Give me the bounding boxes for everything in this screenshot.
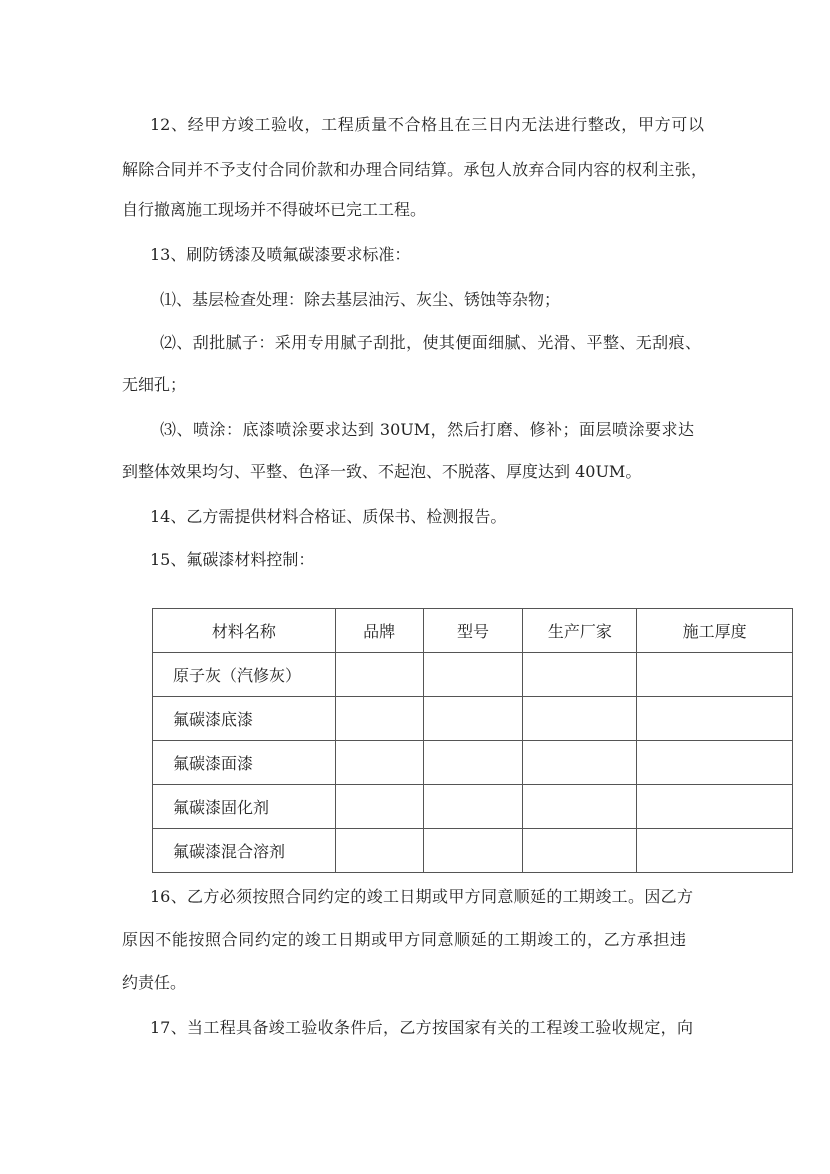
model-cell bbox=[423, 829, 523, 873]
manufacturer-cell bbox=[523, 741, 637, 785]
table-header-row bbox=[153, 609, 793, 653]
clause-16-line-3: 约责任。 bbox=[122, 973, 187, 992]
material-name-cell: 氟碳漆固化剂 bbox=[153, 785, 336, 829]
table-row bbox=[153, 653, 793, 697]
clause-13-item-2-line-2: 无细孔； bbox=[122, 375, 187, 394]
clause-14: 14、乙方需提供材料合格证、质保书、检测报告。 bbox=[150, 507, 507, 526]
clause-16-line-1: 16、乙方必须按照合同约定的竣工日期或甲方同意顺延的工期竣工。因乙方 bbox=[150, 887, 693, 906]
clause-13-heading: 13、刷防锈漆及喷氟碳漆要求标准： bbox=[150, 245, 411, 264]
model-cell bbox=[423, 653, 523, 697]
clause-13-item-3-line-1: ⑶、喷涂：底漆喷涂要求达到 30UM，然后打磨、修补；面层喷涂要求达 bbox=[160, 420, 694, 439]
header-thickness: 施工厚度 bbox=[637, 609, 793, 653]
brand-cell bbox=[335, 741, 423, 785]
material-control-table bbox=[152, 608, 793, 873]
clause-17-line-1: 17、当工程具备竣工验收条件后，乙方按国家有关的工程竣工验收规定，向 bbox=[150, 1018, 693, 1037]
brand-cell bbox=[335, 829, 423, 873]
header-manufacturer: 生产厂家 bbox=[523, 609, 637, 653]
manufacturer-cell bbox=[523, 829, 637, 873]
brand-cell bbox=[335, 697, 423, 741]
table-row bbox=[153, 741, 793, 785]
thickness-cell bbox=[637, 785, 793, 829]
material-name-cell: 氟碳漆面漆 bbox=[153, 741, 336, 785]
table-row bbox=[153, 697, 793, 741]
thickness-cell bbox=[637, 653, 793, 697]
clause-13-item-3-line-2: 到整体效果均匀、平整、色泽一致、不起泡、不脱落、厚度达到 40UM。 bbox=[122, 462, 642, 481]
brand-cell bbox=[335, 785, 423, 829]
clause-12-line-1: 12、经甲方竣工验收，工程质量不合格且在三日内无法进行整改，甲方可以 bbox=[150, 115, 704, 134]
manufacturer-cell bbox=[523, 785, 637, 829]
material-name-cell: 氟碳漆底漆 bbox=[153, 697, 336, 741]
header-brand: 品牌 bbox=[335, 609, 423, 653]
table-row bbox=[153, 829, 793, 873]
clause-15: 15、氟碳漆材料控制： bbox=[150, 550, 315, 569]
model-cell bbox=[423, 741, 523, 785]
clause-13-item-1: ⑴、基层检查处理：除去基层油污、灰尘、锈蚀等杂物； bbox=[160, 290, 561, 309]
clause-12-line-2: 解除合同并不予支付合同价款和办理合同结算。承包人放弃合同内容的权利主张， bbox=[122, 160, 707, 179]
brand-cell bbox=[335, 653, 423, 697]
clause-12-line-3: 自行撤离施工现场并不得破坏已完工工程。 bbox=[122, 200, 427, 219]
clause-13-item-2-line-1: ⑵、刮批腻子：采用专用腻子刮批，使其便面细腻、光滑、平整、无刮痕、 bbox=[160, 333, 701, 352]
thickness-cell bbox=[637, 741, 793, 785]
material-name-cell: 氟碳漆混合溶剂 bbox=[153, 829, 336, 873]
header-material-name: 材料名称 bbox=[153, 609, 336, 653]
header-model: 型号 bbox=[423, 609, 523, 653]
manufacturer-cell bbox=[523, 697, 637, 741]
model-cell bbox=[423, 785, 523, 829]
model-cell bbox=[423, 697, 523, 741]
thickness-cell bbox=[637, 829, 793, 873]
table-row bbox=[153, 785, 793, 829]
manufacturer-cell bbox=[523, 653, 637, 697]
material-name-cell: 原子灰（汽修灰） bbox=[153, 653, 336, 697]
clause-16-line-2: 原因不能按照合同约定的竣工日期或甲方同意顺延的工期竣工的，乙方承担违 bbox=[122, 930, 686, 949]
thickness-cell bbox=[637, 697, 793, 741]
